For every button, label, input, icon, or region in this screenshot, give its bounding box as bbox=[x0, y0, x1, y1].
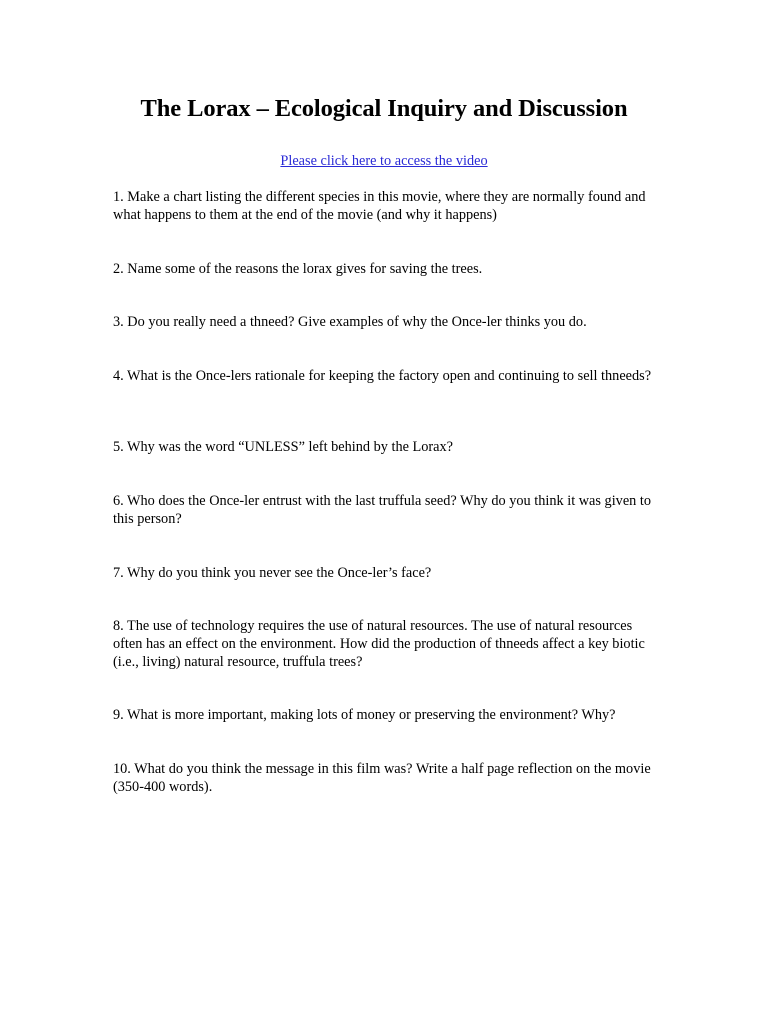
question-6: 6. Who does the Once-ler entrust with the last truffula seed? Why do you think it was given to this person? bbox=[113, 493, 652, 527]
question-8: 8. The use of technology requires the use of natural resources. The use of natural resources often has an effect on the environment. How did the production of thneeds affect a key biotic (i.e., living) natural resource, truffula trees? bbox=[113, 618, 645, 670]
video-link[interactable]: Please click here to access the video bbox=[280, 153, 488, 169]
question-3: 3. Do you really need a thneed? Give examples of why the Once-ler thinks you do. bbox=[113, 314, 587, 330]
question-4: 4. What is the Once-lers rationale for keeping the factory open and continuing to sell thneeds? bbox=[113, 368, 652, 384]
question-10: 10. What do you think the message in this film was? Write a half page reflection on the movie (350-400 words). bbox=[113, 761, 651, 795]
question-9: 9. What is more important, making lots of money or preserving the environment? Why? bbox=[113, 707, 616, 723]
page-title: The Lorax – Ecological Inquiry and Discussion bbox=[140, 95, 628, 122]
question-2: 2. Name some of the reasons the lorax gives for saving the trees. bbox=[113, 261, 483, 277]
question-5: 5. Why was the word “UNLESS” left behind by the Lorax? bbox=[113, 439, 453, 455]
video-link-line bbox=[0, 152, 768, 170]
question-7: 7. Why do you think you never see the Once-ler’s face? bbox=[113, 565, 432, 581]
question-1: 1. Make a chart listing the different species in this movie, where they are normally found and what happens to them at the end of the movie (and why it happens) bbox=[113, 189, 646, 223]
